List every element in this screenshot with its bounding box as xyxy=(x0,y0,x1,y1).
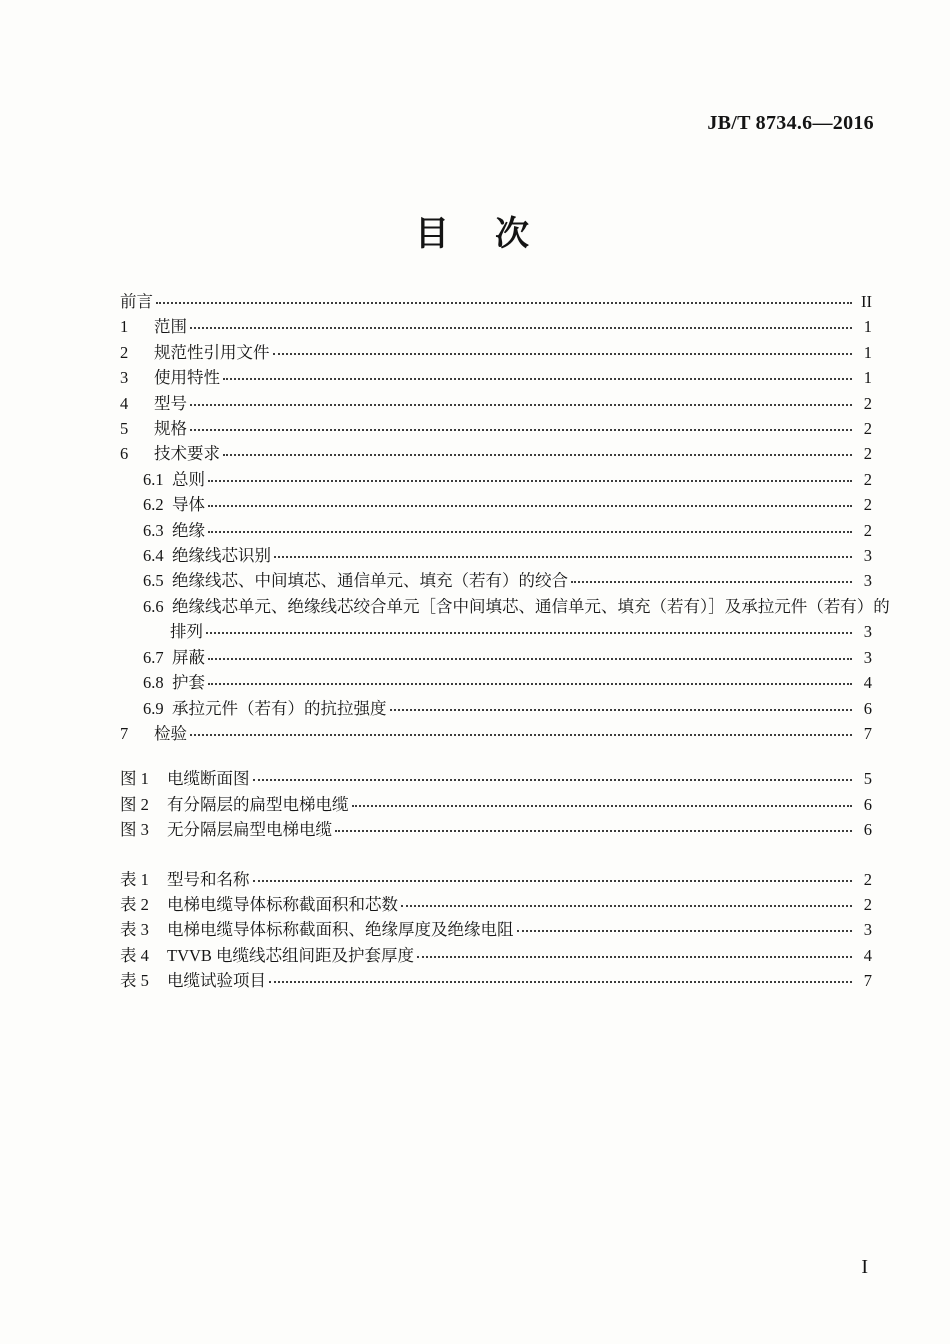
toc-entry xyxy=(120,492,872,517)
toc-entry-label: 承拉元件（若有）的抗拉强度 xyxy=(172,698,387,718)
toc-entry-number: 6.2 xyxy=(143,495,164,515)
toc-entry-label: 绝缘 xyxy=(172,520,205,540)
toc-entry-number: 表 3 xyxy=(120,920,149,940)
toc-entry-page: 7 xyxy=(863,723,872,743)
toc-entry-label: 排列 xyxy=(170,622,203,642)
toc-entry-page: 2 xyxy=(863,393,872,413)
toc-entry-number: 6.1 xyxy=(143,469,164,489)
dot-leader xyxy=(390,709,853,711)
toc-entry xyxy=(120,943,872,968)
toc-entry-page: 2 xyxy=(863,419,872,439)
dot-leader xyxy=(253,880,853,882)
toc-entry-label: 有分隔层的扁型电梯电缆 xyxy=(167,794,349,814)
toc-entry-number: 3 xyxy=(120,368,129,388)
toc-entry-label: 使用特性 xyxy=(154,368,220,388)
toc-entry-page: 3 xyxy=(863,571,872,591)
toc-entry-page: 4 xyxy=(863,945,872,965)
toc-entry-number: 图 3 xyxy=(120,820,149,840)
dot-leader xyxy=(223,378,852,380)
dot-leader xyxy=(273,353,853,355)
toc-entry xyxy=(120,340,872,365)
toc-entry xyxy=(120,619,872,644)
toc-entry-page: 4 xyxy=(863,673,872,693)
dot-leader xyxy=(517,930,853,932)
toc-entry-page: 1 xyxy=(863,342,872,362)
dot-leader xyxy=(253,779,853,781)
dot-leader xyxy=(274,556,852,558)
dot-leader xyxy=(208,480,852,482)
dot-leader xyxy=(208,505,852,507)
toc-section-figures xyxy=(120,766,872,842)
toc-entry xyxy=(120,867,872,892)
toc-entry-page: 1 xyxy=(863,368,872,388)
toc-entry xyxy=(120,594,890,619)
toc-entry xyxy=(120,416,872,441)
dot-leader xyxy=(417,956,852,958)
dot-leader xyxy=(335,830,852,832)
toc-entry-number: 7 xyxy=(120,723,129,743)
toc-entry xyxy=(120,289,872,314)
toc-entry xyxy=(120,892,872,917)
toc xyxy=(120,289,890,994)
toc-section-tables xyxy=(120,867,872,994)
toc-entry xyxy=(120,568,872,593)
toc-entry-label: 型号和名称 xyxy=(167,869,250,889)
page-title: 目 次 xyxy=(415,216,535,253)
dot-leader xyxy=(208,683,852,685)
toc-entry xyxy=(120,314,872,339)
dot-leader xyxy=(190,734,852,736)
toc-entry-page: 2 xyxy=(863,444,872,464)
toc-entry-page: 3 xyxy=(863,920,872,940)
toc-section-chapters xyxy=(120,289,890,746)
dot-leader xyxy=(206,632,852,634)
toc-entry xyxy=(120,817,872,842)
toc-entry xyxy=(120,518,872,543)
toc-entry-number: 6.9 xyxy=(143,698,164,718)
dot-leader xyxy=(401,905,852,907)
toc-entry-page: 7 xyxy=(863,971,872,991)
dot-leader xyxy=(352,805,853,807)
toc-entry-label: 导体 xyxy=(172,495,205,515)
dot-leader xyxy=(190,404,852,406)
toc-entry-label: 规范性引用文件 xyxy=(154,342,270,362)
toc-entry xyxy=(120,696,872,721)
toc-entry-label: 检验 xyxy=(154,723,187,743)
toc-entry xyxy=(120,792,872,817)
toc-entry-number: 表 4 xyxy=(120,945,149,965)
toc-entry-page: 2 xyxy=(863,869,872,889)
toc-entry-page: 2 xyxy=(863,495,872,515)
toc-entry-number: 6 xyxy=(120,444,129,464)
toc-entry-label: 技术要求 xyxy=(154,444,220,464)
toc-entry xyxy=(120,917,872,942)
toc-entry xyxy=(120,543,872,568)
toc-entry-label: 绝缘线芯单元、绝缘线芯绞合单元［含中间填芯、通信单元、填充（若有）］及承拉元件（若有）的 xyxy=(172,596,890,616)
toc-entry-number: 图 1 xyxy=(120,769,149,789)
dot-leader xyxy=(156,302,852,304)
toc-entry-page: 5 xyxy=(863,769,872,789)
toc-entry-number: 6.3 xyxy=(143,520,164,540)
toc-entry-number: 2 xyxy=(120,342,129,362)
toc-entry-number: 6.6 xyxy=(143,596,164,616)
toc-entry-number: 4 xyxy=(120,393,129,413)
toc-entry-number: 6.8 xyxy=(143,673,164,693)
dot-leader xyxy=(190,327,852,329)
toc-entry-label: 护套 xyxy=(172,673,205,693)
toc-entry-number: 表 1 xyxy=(120,869,149,889)
toc-entry-page: 1 xyxy=(863,317,872,337)
toc-entry xyxy=(120,766,872,791)
dot-leader xyxy=(190,429,852,431)
toc-entry-page: 6 xyxy=(863,698,872,718)
toc-entry-page: 2 xyxy=(863,469,872,489)
toc-entry-page: II xyxy=(861,292,872,311)
toc-entry-page: 3 xyxy=(863,647,872,667)
toc-entry-number: 6.5 xyxy=(143,571,164,591)
toc-entry-label: 范围 xyxy=(154,317,187,337)
toc-entry-label: 绝缘线芯识别 xyxy=(172,546,271,566)
page-number: I xyxy=(861,1256,868,1278)
toc-entry-number: 表 2 xyxy=(120,894,149,914)
toc-entry xyxy=(120,365,872,390)
toc-entry-page: 3 xyxy=(863,546,872,566)
toc-entry-label: 无分隔层扁型电梯电缆 xyxy=(167,820,332,840)
toc-entry-number: 6.7 xyxy=(143,647,164,667)
toc-entry-label: 规格 xyxy=(154,419,187,439)
dot-leader xyxy=(208,658,852,660)
toc-entry xyxy=(120,670,872,695)
toc-entry-label: 前言 xyxy=(120,292,153,311)
toc-entry-label: 电缆断面图 xyxy=(167,769,250,789)
dot-leader xyxy=(571,581,852,583)
toc-entry-number: 1 xyxy=(120,317,129,337)
toc-entry-label: 屏蔽 xyxy=(172,647,205,667)
toc-entry xyxy=(120,645,872,670)
toc-entry-label: 绝缘线芯、中间填芯、通信单元、填充（若有）的绞合 xyxy=(172,571,568,591)
standard-code: JB/T 8734.6—2016 xyxy=(707,112,874,134)
toc-entry xyxy=(120,721,872,746)
toc-entry-number: 6.4 xyxy=(143,546,164,566)
toc-entry xyxy=(120,467,872,492)
toc-entry-page: 2 xyxy=(863,894,872,914)
toc-entry-label: 总则 xyxy=(172,469,205,489)
toc-entry-page: 6 xyxy=(863,820,872,840)
dot-leader xyxy=(269,981,852,983)
toc-entry-label: 电缆试验项目 xyxy=(167,971,266,991)
toc-entry-label: 电梯电缆导体标称截面积和芯数 xyxy=(167,894,398,914)
toc-entry xyxy=(120,391,872,416)
toc-entry-label: TVVB 电缆线芯组间距及护套厚度 xyxy=(167,945,415,965)
dot-leader xyxy=(208,531,852,533)
toc-entry xyxy=(120,441,872,466)
toc-entry-number: 5 xyxy=(120,419,129,439)
toc-entry-label: 型号 xyxy=(154,393,187,413)
toc-entry-number: 图 2 xyxy=(120,794,149,814)
dot-leader xyxy=(223,454,852,456)
toc-entry-page: 6 xyxy=(863,794,872,814)
toc-entry-number: 表 5 xyxy=(120,971,149,991)
toc-entry-label: 电梯电缆导体标称截面积、绝缘厚度及绝缘电阻 xyxy=(167,920,514,940)
toc-entry-page: 2 xyxy=(863,520,872,540)
toc-entry-page: 3 xyxy=(863,622,872,642)
toc-entry xyxy=(120,968,872,993)
